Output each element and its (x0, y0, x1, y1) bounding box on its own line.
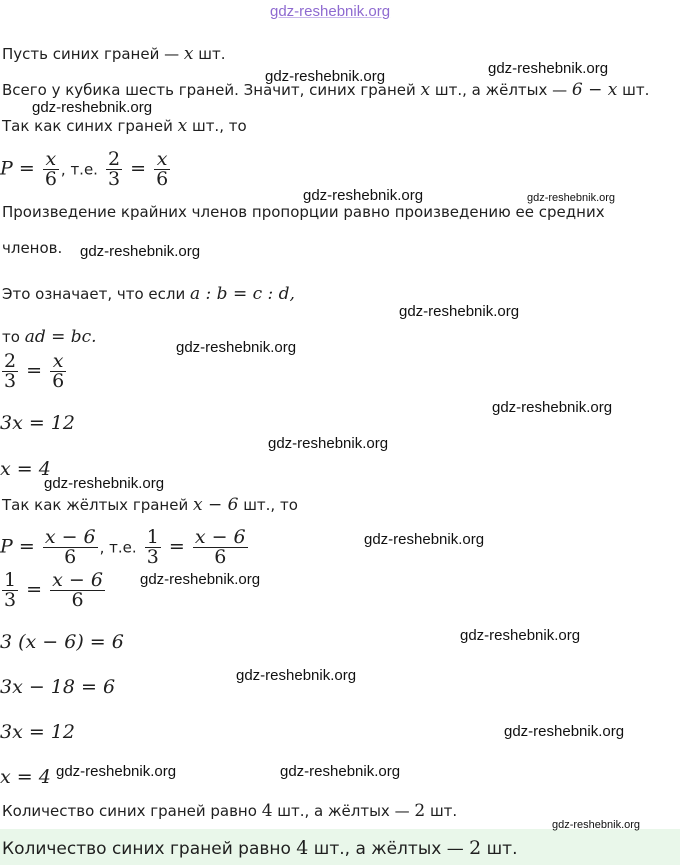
text-line: Количество синих граней равно 4 шт., а жёлтых — 2 шт. (2, 801, 458, 821)
text-line: Так как синих граней x шт., то (2, 116, 247, 136)
watermark: gdz-reshebnik.org (176, 339, 297, 356)
text-line: Это означает, что если a : b = c : d, (2, 284, 295, 304)
formula-line: 3x − 18 = 6 (0, 676, 116, 698)
watermark: gdz-reshebnik.org (364, 531, 485, 548)
formula-proportion: $\frac{2}{3}$ = $\frac{x}{6}$ (4, 350, 65, 392)
watermark: gdz-reshebnik.org (236, 667, 357, 684)
watermark: gdz-reshebnik.org (527, 192, 616, 204)
text-line: членов. (2, 239, 63, 257)
watermark: gdz-reshebnik.org (460, 627, 581, 644)
watermark: gdz-reshebnik.org (280, 763, 401, 780)
answer-text: Количество синих граней равно 4 шт., а жёлтых — 2 шт. (2, 837, 518, 859)
answer-box (0, 829, 680, 865)
watermark: gdz-reshebnik.org (44, 475, 165, 492)
site-header-link[interactable]: gdz-reshebnik.org (270, 3, 391, 20)
watermark: gdz-reshebnik.org (552, 819, 641, 831)
text-line: то ad = bc. (2, 327, 97, 347)
formula-probability-yellow: P = $\frac{x - 6}{6}$ , т.е. $\frac{1}{3}$ = $\frac{x - 6}{6}$ (0, 526, 246, 568)
formula-line: 3x = 12 (0, 721, 75, 743)
formula-probability-blue: P = $\frac{x}{6}$ , т.е. $\frac{2}{3}$ = $\frac{x}{6}$ (0, 148, 169, 190)
watermark: gdz-reshebnik.org (488, 60, 609, 77)
text-line: Произведение крайних членов пропорции равно произведению ее средних (2, 203, 605, 221)
formula-proportion: $\frac{1}{3}$ = $\frac{x - 6}{6}$ (4, 569, 103, 611)
text-line: Так как жёлтых граней x − 6 шт., то (2, 495, 298, 515)
watermark: gdz-reshebnik.org (492, 399, 613, 416)
watermark: gdz-reshebnik.org (32, 99, 153, 116)
watermark: gdz-reshebnik.org (56, 763, 177, 780)
watermark: gdz-reshebnik.org (140, 571, 261, 588)
formula-line: x = 4 (0, 458, 51, 480)
watermark: gdz-reshebnik.org (268, 435, 389, 452)
watermark: gdz-reshebnik.org (303, 187, 424, 204)
watermark: gdz-reshebnik.org (504, 723, 625, 740)
watermark: gdz-reshebnik.org (399, 303, 520, 320)
watermark: gdz-reshebnik.org (80, 243, 201, 260)
watermark: gdz-reshebnik.org (265, 68, 386, 85)
formula-line: x = 4 (0, 766, 51, 788)
text-line: Всего у кубика шесть граней. Значит, синих граней x шт., а жёлтых — 6 − x шт. (2, 80, 650, 100)
formula-line: 3x = 12 (0, 412, 75, 434)
text-line: Пусть синих граней — x шт. (2, 44, 226, 64)
formula-line: 3 (x − 6) = 6 (0, 631, 124, 653)
